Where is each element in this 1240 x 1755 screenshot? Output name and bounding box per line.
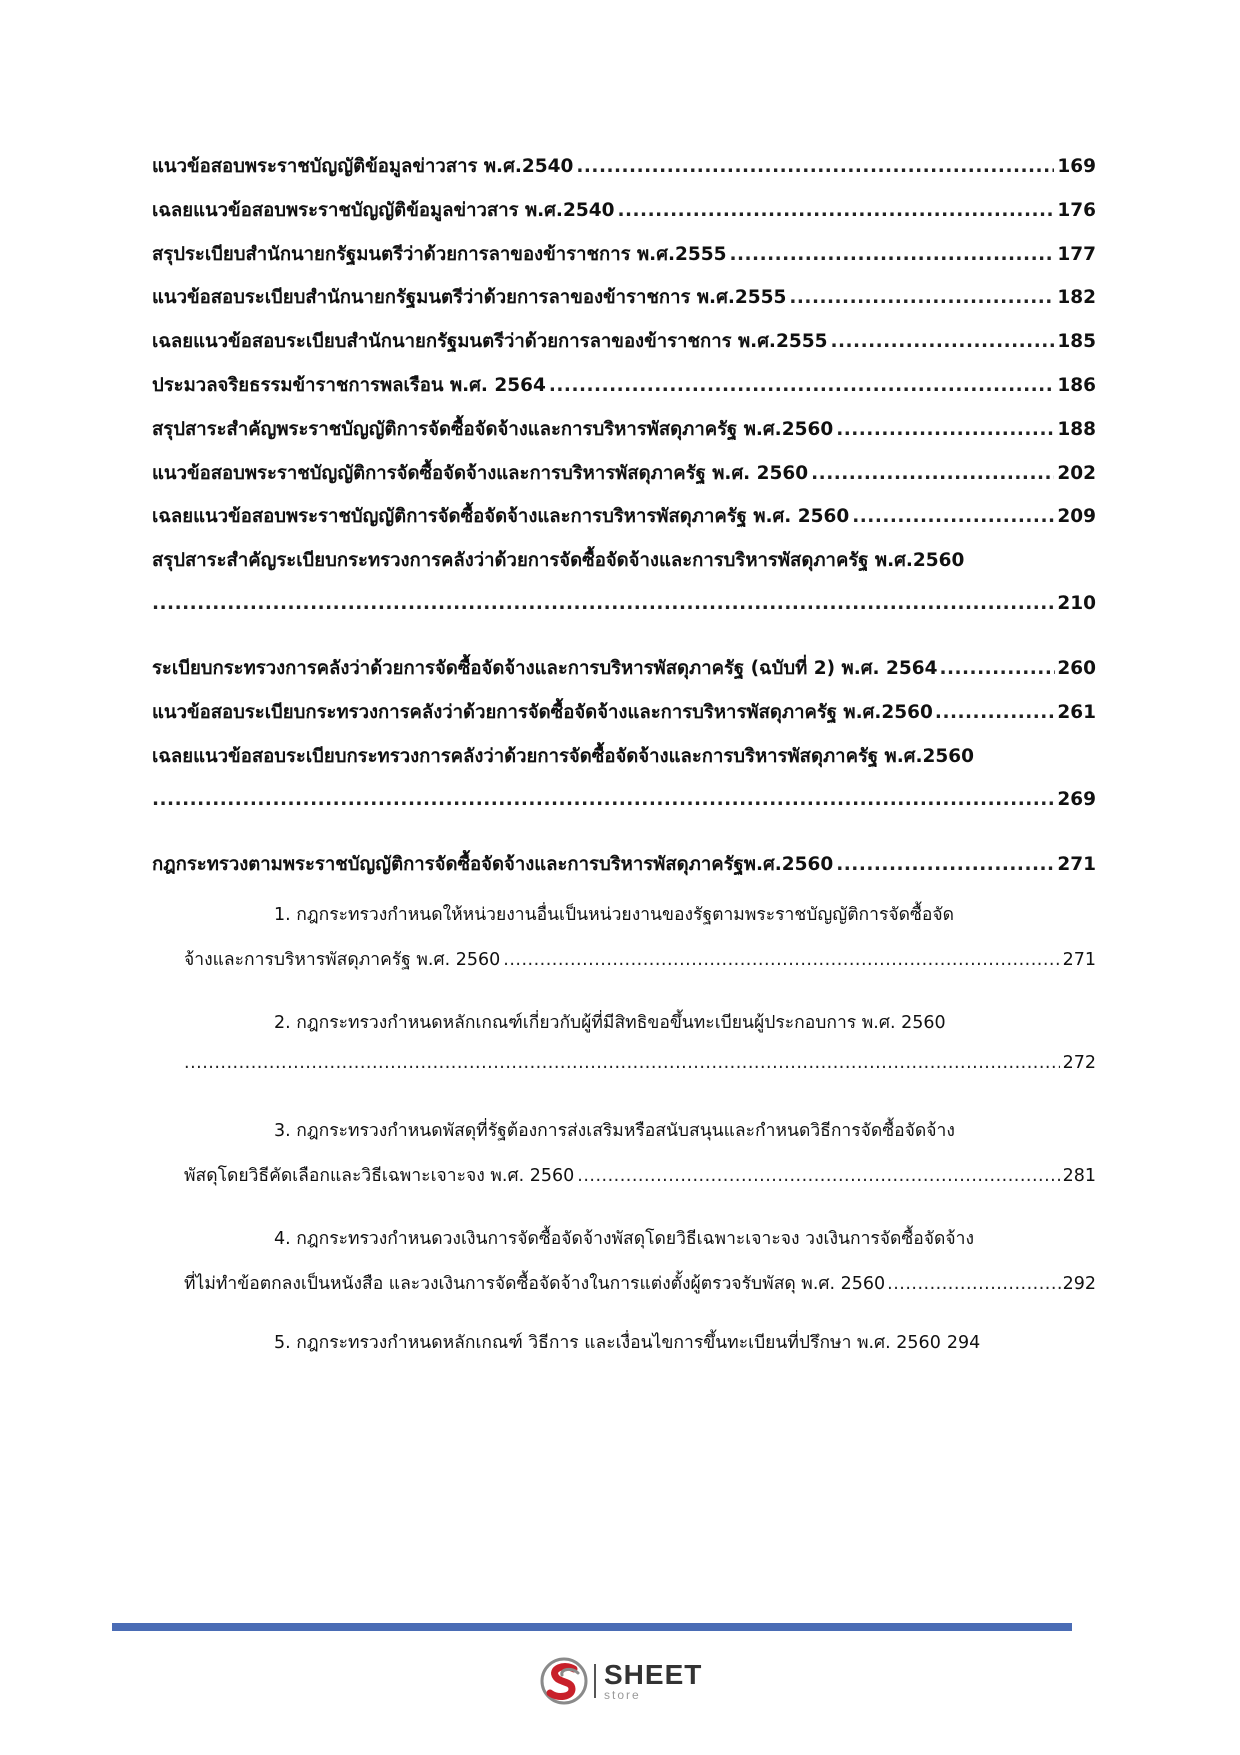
toc-page-number: 294 — [946, 1333, 981, 1353]
dot-leader — [729, 244, 1054, 265]
toc-page-number: 176 — [1057, 200, 1096, 221]
toc-sub-entry[interactable] — [152, 1116, 1096, 1189]
sheet-store-logo — [538, 1655, 702, 1707]
toc-page-number: 269 — [1057, 789, 1096, 810]
dot-leader — [549, 375, 1055, 396]
toc-entry[interactable] — [152, 283, 1096, 312]
dot-leader — [935, 702, 1055, 723]
toc-sub-entry-line2: พัสดุโดยวิธีคัดเลือกและวิธีเฉพาะเจาะจง พ.ศ. 2560 — [184, 1166, 575, 1186]
toc-entry[interactable] — [152, 371, 1096, 400]
toc-sub-entry[interactable] — [152, 1224, 1096, 1297]
dot-leader — [836, 854, 1054, 875]
toc-page-number: 260 — [1057, 658, 1096, 679]
toc-entry[interactable] — [152, 742, 1096, 810]
dot-leader — [830, 331, 1054, 352]
toc-entry[interactable] — [152, 654, 1096, 683]
toc-sub-entry[interactable] — [152, 1328, 1096, 1356]
toc-entry[interactable] — [152, 546, 1096, 614]
toc-page-number: 272 — [1062, 1053, 1096, 1073]
toc-page-number: 188 — [1057, 419, 1096, 440]
toc-page-number: 182 — [1057, 287, 1096, 308]
dot-leader — [852, 506, 1054, 527]
toc-sub-entry[interactable] — [152, 1008, 1096, 1073]
toc-entry-title: แนวข้อสอบพระราชบัญญัติการจัดซื้อจัดจ้างและการบริหารพัสดุภาครัฐ พ.ศ. 2560 — [152, 463, 809, 484]
toc-page-number: 169 — [1057, 156, 1096, 177]
dot-leader — [887, 1274, 1060, 1294]
toc-page-number: 281 — [1062, 1166, 1096, 1186]
logo-separator — [594, 1664, 596, 1698]
toc-entry[interactable] — [152, 502, 1096, 531]
dot-leader — [576, 156, 1054, 177]
toc-sub-entry-line1: 4. กฎกระทรวงกำหนดวงเงินการจัดซื้อจัดจ้างพัสดุโดยวิธีเฉพาะเจาะจง วงเงินการจัดซื้อจัดจ้าง — [274, 1229, 975, 1249]
toc-page-number: 186 — [1057, 375, 1096, 396]
toc-entry[interactable] — [152, 698, 1096, 727]
toc-entry[interactable] — [152, 327, 1096, 356]
toc-entry-title: ระเบียบกระทรวงการคลังว่าด้วยการจัดซื้อจัดจ้างและการบริหารพัสดุภาครัฐ (ฉบับที่ 2) พ.ศ. 2564 — [152, 658, 938, 679]
dot-leader — [811, 463, 1054, 484]
toc-entry-title: เฉลยแนวข้อสอบพระราชบัญญัติข้อมูลข่าวสาร พ.ศ.2540 — [152, 200, 615, 221]
toc-sub-entry-line2: ที่ไม่ทำข้อตกลงเป็นหนังสือ และวงเงินการจัดซื้อจัดจ้างในการแต่งตั้งผู้ตรวจรับพัสดุ พ.ศ. 2560 — [184, 1274, 886, 1294]
toc-page-number: 177 — [1057, 244, 1096, 265]
sheet-logo-icon — [538, 1655, 590, 1707]
dot-leader — [577, 1166, 1059, 1186]
toc-page-number: 292 — [1062, 1274, 1096, 1294]
toc-page-number: 202 — [1057, 463, 1096, 484]
dot-leader — [152, 593, 1054, 614]
logo-title: SHEET — [604, 1659, 703, 1690]
dot-leader — [184, 1053, 1060, 1073]
toc-sub-entry[interactable] — [152, 900, 1096, 973]
toc-sub-entry-line2: จ้างและการบริหารพัสดุภาครัฐ พ.ศ. 2560 — [184, 950, 501, 970]
dot-leader — [152, 789, 1054, 810]
toc-page-number: 209 — [1057, 506, 1096, 527]
toc-entry[interactable] — [152, 152, 1096, 181]
footer-divider — [112, 1623, 1072, 1631]
toc-page-number: 271 — [1057, 854, 1096, 875]
toc-entry[interactable] — [152, 459, 1096, 488]
toc-entry-title: สรุปสาระสำคัญระเบียบกระทรวงการคลังว่าด้วยการจัดซื้อจัดจ้างและการบริหารพัสดุภาครัฐ พ.ศ.2560 — [152, 550, 965, 571]
toc-entry-title: สรุประเบียบสำนักนายกรัฐมนตรีว่าด้วยการลาของข้าราชการ พ.ศ.2555 — [152, 244, 727, 265]
toc-entry-title: เฉลยแนวข้อสอบระเบียบกระทรวงการคลังว่าด้วยการจัดซื้อจัดจ้างและการบริหารพัสดุภาครัฐ พ.ศ.2560 — [152, 746, 975, 767]
toc-page-number: 261 — [1057, 702, 1096, 723]
dot-leader — [836, 419, 1054, 440]
toc-entry-title: เฉลยแนวข้อสอบระเบียบสำนักนายกรัฐมนตรีว่าด้วยการลาของข้าราชการ พ.ศ.2555 — [152, 331, 828, 352]
toc-entry[interactable] — [152, 415, 1096, 444]
dot-leader — [617, 200, 1054, 221]
toc-entry[interactable] — [152, 850, 1096, 879]
toc-page-number: 185 — [1057, 331, 1096, 352]
toc-sub-entry-line1: 1. กฎกระทรวงกำหนดให้หน่วยงานอื่นเป็นหน่วยงานของรัฐตามพระราชบัญญัติการจัดซื้อจัด — [274, 905, 955, 925]
toc-entry-title: แนวข้อสอบระเบียบกระทรวงการคลังว่าด้วยการจัดซื้อจัดจ้างและการบริหารพัสดุภาครัฐ พ.ศ.2560 — [152, 702, 933, 723]
toc-entry-title: ประมวลจริยธรรมข้าราชการพลเรือน พ.ศ. 2564 — [152, 375, 546, 396]
logo-subtitle: store — [604, 1688, 641, 1702]
dot-leader — [789, 287, 1054, 308]
dot-leader — [503, 950, 1059, 970]
toc-entry[interactable] — [152, 240, 1096, 269]
toc-entry[interactable] — [152, 196, 1096, 225]
toc-entry-title: กฎกระทรวงตามพระราชบัญญัติการจัดซื้อจัดจ้างและการบริหารพัสดุภาครัฐพ.ศ.2560 — [152, 854, 834, 875]
toc-sub-entry-line1: 5. กฎกระทรวงกำหนดหลักเกณฑ์ วิธีการ และเงื่อนไขการขึ้นทะเบียนที่ปรึกษา พ.ศ. 2560 — [274, 1333, 941, 1353]
toc-page-number: 271 — [1062, 950, 1096, 970]
dot-leader — [939, 658, 1055, 679]
toc-entry-title: เฉลยแนวข้อสอบพระราชบัญญัติการจัดซื้อจัดจ้างและการบริหารพัสดุภาครัฐ พ.ศ. 2560 — [152, 506, 850, 527]
toc-entry-title: สรุปสาระสำคัญพระราชบัญญัติการจัดซื้อจัดจ้างและการบริหารพัสดุภาครัฐ พ.ศ.2560 — [152, 419, 834, 440]
toc-entry-title: แนวข้อสอบพระราชบัญญัติข้อมูลข่าวสาร พ.ศ.2540 — [152, 156, 574, 177]
toc-sub-entry-line1: 2. กฎกระทรวงกำหนดหลักเกณฑ์เกี่ยวกับผู้ที่มีสิทธิขอขึ้นทะเบียนผู้ประกอบการ พ.ศ. 2560 — [274, 1013, 946, 1033]
toc-sub-entry-line1: 3. กฎกระทรวงกำหนดพัสดุที่รัฐต้องการส่งเสริมหรือสนับสนุนและกำหนดวิธีการจัดซื้อจัดจ้าง — [274, 1121, 955, 1141]
toc-page-number: 210 — [1057, 593, 1096, 614]
toc-entry-title: แนวข้อสอบระเบียบสำนักนายกรัฐมนตรีว่าด้วยการลาของข้าราชการ พ.ศ.2555 — [152, 287, 787, 308]
